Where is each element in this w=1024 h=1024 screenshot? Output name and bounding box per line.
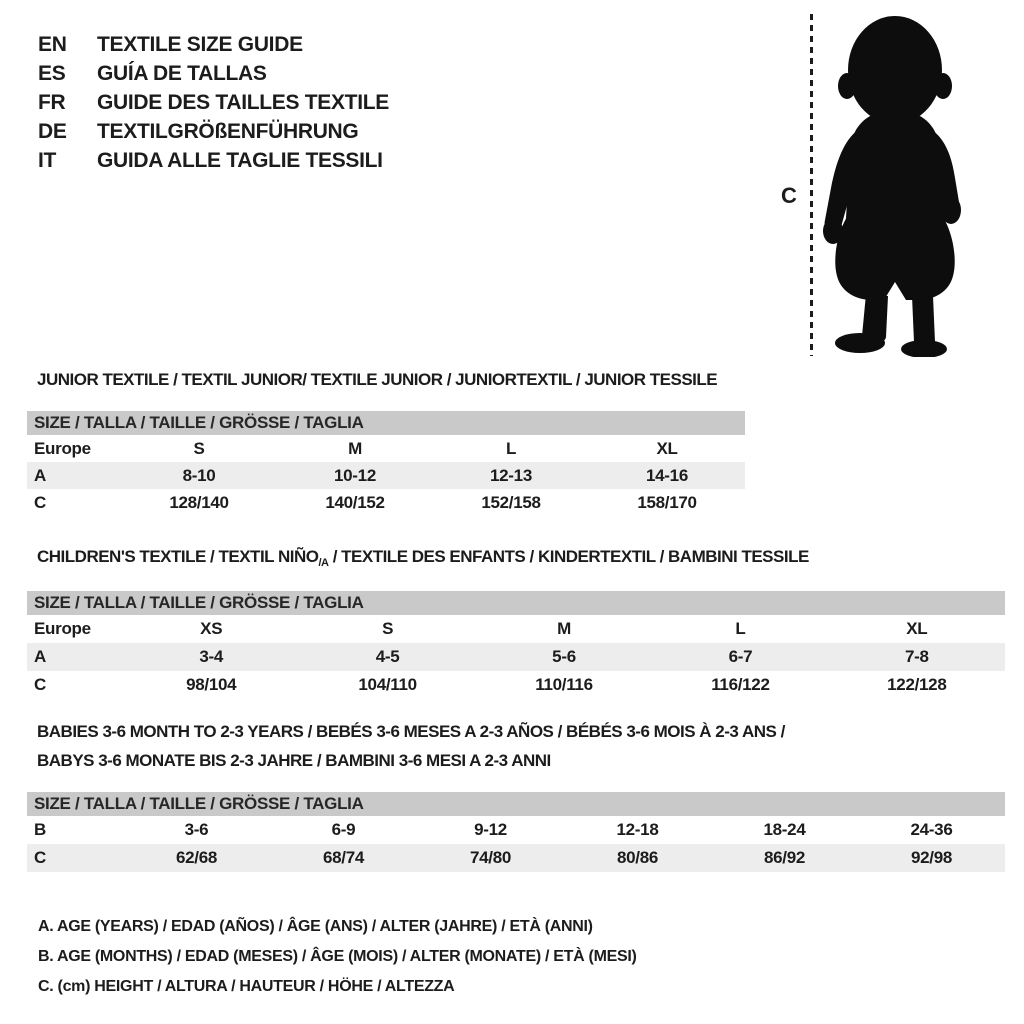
lang-row-en: [38, 30, 389, 59]
table-cell: 86/92: [763, 848, 806, 867]
babies-size-table: [27, 792, 1005, 872]
babies-title-line2: BABYS 3-6 MONATE BIS 2-3 JAHRE / BAMBINI 3-6 MESI A 2-3 ANNI: [37, 751, 551, 770]
lang-code: FR: [38, 90, 66, 114]
table-cell: 62/68: [175, 848, 218, 867]
table-cell: 128/140: [169, 492, 229, 512]
row-label: C: [34, 848, 46, 867]
lang-row-es: [38, 59, 389, 88]
lang-title: TEXTILE SIZE GUIDE: [97, 32, 303, 56]
table-cell: 12-18: [616, 820, 659, 839]
table-cell: XS: [200, 619, 223, 638]
language-title-list: [38, 30, 389, 175]
lang-code: IT: [38, 148, 57, 172]
table-cell: 92/98: [910, 848, 953, 867]
lang-row-it: [38, 146, 389, 175]
table-cell: S: [193, 438, 205, 458]
measure-legend: [38, 912, 637, 1002]
lang-title: TEXTILGRÖßENFÜHRUNG: [97, 119, 359, 143]
table-cell: L: [735, 619, 746, 638]
table-cell: M: [557, 619, 571, 638]
table-cell: L: [505, 438, 517, 458]
lang-code: ES: [38, 61, 66, 85]
children-size-table: [27, 591, 1005, 699]
babies-section-title: [37, 717, 785, 775]
table-cell: XL: [906, 619, 928, 638]
children-section-title: [37, 547, 809, 569]
height-dotted-line: [810, 14, 813, 356]
table-row-height: [27, 489, 745, 516]
footnote-a: A. AGE (YEARS) / EDAD (AÑOS) / ÂGE (ANS) / ALTER (JAHRE) / ETÀ (ANNI): [38, 918, 593, 935]
table-cell: 3-4: [199, 647, 224, 666]
table-cell: 10-12: [334, 465, 376, 485]
table-cell: 3-6: [184, 820, 209, 839]
lang-title: GUIDE DES TAILLES TEXTILE: [97, 90, 389, 114]
table-cell: 24-36: [910, 820, 953, 839]
row-label: C: [34, 675, 46, 694]
row-label: A: [34, 465, 46, 485]
babies-title-line1: BABIES 3-6 MONTH TO 2-3 YEARS / BEBÉS 3-6 MESES A 2-3 AÑOS / BÉBÉS 3-6 MOIS À 2-3 ANS /: [37, 722, 785, 741]
row-label: A: [34, 647, 46, 666]
lang-title: GUÍA DE TALLAS: [97, 61, 267, 85]
table-cell: 4-5: [375, 647, 400, 666]
row-label: B: [34, 820, 46, 839]
table-cell: 152/158: [481, 492, 541, 512]
table-row-age: [27, 462, 745, 489]
table-row-age: [27, 643, 1005, 671]
table-cell: 158/170: [637, 492, 697, 512]
children-title-pre: CHILDREN'S TEXTILE / TEXTIL NIÑO: [37, 547, 319, 566]
table-row-height: [27, 844, 1005, 872]
row-label: Europe: [34, 619, 91, 638]
row-label: C: [34, 492, 46, 512]
table-row-europe: [27, 435, 745, 462]
table-cell: 18-24: [763, 820, 806, 839]
table-cell: 68/74: [322, 848, 365, 867]
size-header-row: SIZE / TALLA / TAILLE / GRÖSSE / TAGLIA: [27, 411, 745, 435]
table-cell: 5-6: [552, 647, 576, 666]
table-cell: XL: [656, 438, 678, 458]
row-label: Europe: [34, 438, 91, 458]
size-header-row: SIZE / TALLA / TAILLE / GRÖSSE / TAGLIA: [27, 591, 1005, 615]
children-title-post: / TEXTILE DES ENFANTS / KINDERTEXTIL / BAMBINI TESSILE: [328, 547, 809, 566]
junior-size-table: [27, 411, 745, 516]
table-cell: 122/128: [887, 675, 947, 694]
table-cell: 6-9: [331, 820, 356, 839]
footnote-c: C. (cm) HEIGHT / ALTURA / HAUTEUR / HÖHE / ALTEZZA: [38, 978, 455, 995]
table-cell: 110/116: [535, 675, 593, 694]
footnote-b: B. AGE (MONTHS) / EDAD (MESES) / ÂGE (MOIS) / ALTER (MONATE) / ETÀ (MESI): [38, 948, 637, 965]
lang-title: GUIDA ALLE TAGLIE TESSILI: [97, 148, 383, 172]
children-title-sub: /A: [318, 557, 329, 569]
lang-row-de: [38, 117, 389, 146]
table-cell: 116/122: [711, 675, 770, 694]
toddler-silhouette-icon: [820, 12, 968, 357]
table-cell: 74/80: [469, 848, 512, 867]
table-row-age-months: [27, 816, 1005, 844]
lang-code: DE: [38, 119, 67, 143]
height-measure-label: C: [781, 183, 797, 208]
lang-row-fr: [38, 88, 389, 117]
table-cell: 14-16: [646, 465, 688, 485]
table-cell: 80/86: [616, 848, 659, 867]
table-cell: 140/152: [325, 492, 385, 512]
table-cell: M: [348, 438, 362, 458]
table-cell: S: [382, 619, 394, 638]
size-header-row: SIZE / TALLA / TAILLE / GRÖSSE / TAGLIA: [27, 792, 1005, 816]
table-cell: 6-7: [728, 647, 753, 666]
table-cell: 9-12: [474, 820, 507, 839]
table-cell: 7-8: [904, 647, 929, 666]
lang-code: EN: [38, 32, 67, 56]
table-cell: 12-13: [490, 465, 532, 485]
table-cell: 8-10: [182, 465, 216, 485]
table-cell: 104/110: [358, 675, 417, 694]
junior-section-title: JUNIOR TEXTILE / TEXTIL JUNIOR/ TEXTILE JUNIOR / JUNIORTEXTIL / JUNIOR TESSILE: [37, 370, 718, 389]
table-row-europe: [27, 615, 1005, 643]
table-cell: 98/104: [186, 675, 237, 694]
table-row-height: [27, 671, 1005, 699]
